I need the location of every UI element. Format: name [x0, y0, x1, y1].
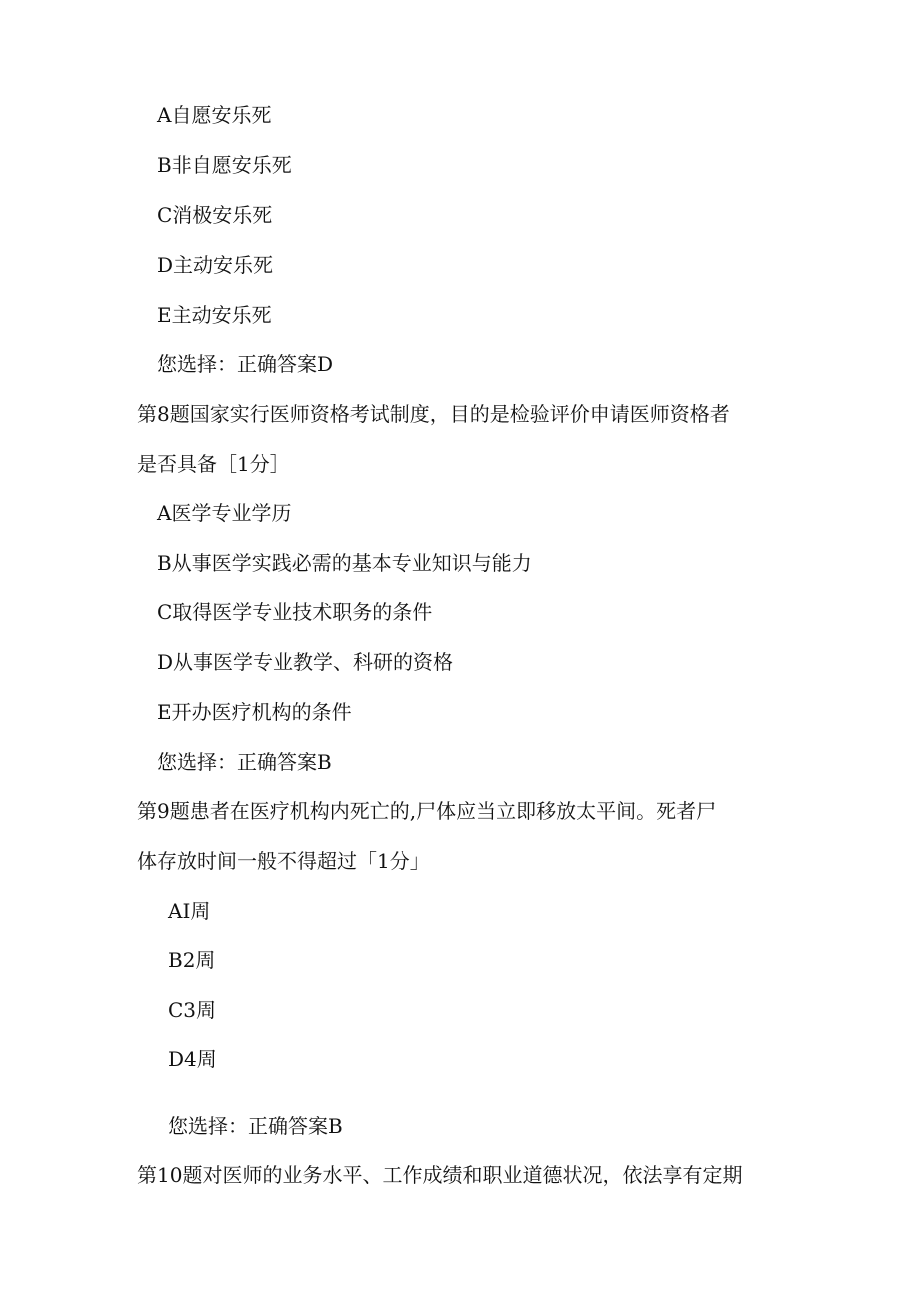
- q9-option-b: B2周: [168, 948, 216, 972]
- q8-option-e: E开办医疗机构的条件: [157, 700, 352, 724]
- q7-option-c: C消极安乐死: [157, 203, 273, 227]
- q9-option-d: D4周: [168, 1047, 217, 1071]
- q7-option-e: E主动安乐死: [157, 303, 272, 327]
- q9-option-c: C3周: [168, 998, 217, 1022]
- q7-option-d: D主动安乐死: [157, 253, 274, 277]
- q7-answer: 您选择：正确答案D: [157, 352, 334, 376]
- q8-stem-line2: 是否具备［1分］: [137, 452, 290, 476]
- q9-stem-line1: 第9题患者在医疗机构内死亡的,尸体应当立即移放太平间。死者尸: [137, 799, 717, 823]
- q7-option-b: B非自愿安乐死: [157, 153, 292, 177]
- q9-answer: 您选择：正确答案B: [168, 1114, 343, 1138]
- q8-answer: 您选择：正确答案B: [157, 750, 332, 774]
- q8-option-b: B从事医学实践必需的基本专业知识与能力: [157, 551, 532, 575]
- q9-option-a: AI周: [168, 899, 211, 923]
- q8-option-c: C取得医学专业技术职务的条件: [157, 600, 433, 624]
- q8-option-d: D从事医学专业教学、科研的资格: [157, 650, 454, 674]
- q9-stem-line2: 体存放时间一般不得超过「1分」: [137, 849, 430, 873]
- q7-option-a: A自愿安乐死: [157, 103, 272, 127]
- q10-stem-line1: 第10题对医师的业务水平、工作成绩和职业道德状况，依法享有定期: [137, 1163, 743, 1187]
- q8-stem-line1: 第8题国家实行医师资格考试制度，目的是检验评价申请医师资格者: [137, 402, 730, 426]
- q8-option-a: A医学专业学历: [157, 501, 292, 525]
